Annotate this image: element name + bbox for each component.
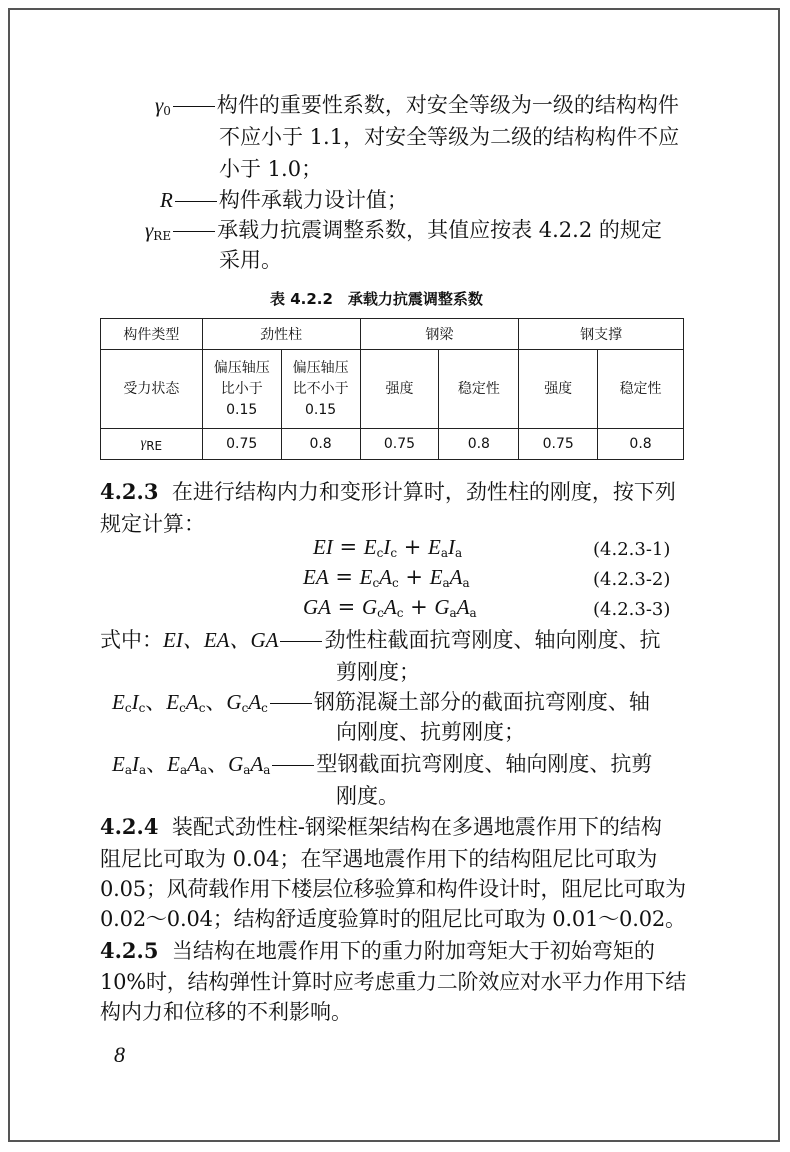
table-cell: $\gamma_{RE}$ — [101, 429, 203, 460]
def-gamma0-line2: 不应小于 1.1，对安全等级为二级的结构构件不应 — [219, 125, 680, 149]
table-cell: 稳定性 — [439, 350, 519, 429]
def-stiffness-concrete: $E_cI_c$、$E_cA_c$、$G_cA_c$ 钢筋混凝土部分的截面抗弯刚度、轴 — [112, 690, 650, 715]
equation-number: (4.2.3-2) — [593, 569, 671, 590]
def-gamma0: $\gamma_0$ 构件的重要性系数，对安全等级为一级的结构构件 — [155, 93, 679, 118]
table-cell: 受力状态 — [101, 350, 203, 429]
table-header-row — [101, 319, 684, 350]
header-cell: 构件类型 — [101, 319, 203, 350]
page-number: 8 — [114, 1042, 125, 1067]
section-4-2-3-line2: 规定计算： — [100, 512, 205, 536]
em-dash — [270, 703, 312, 704]
em-dash — [173, 106, 215, 107]
def-stiffness-concrete-line2: 向刚度、抗剪刚度； — [336, 720, 525, 744]
em-dash — [272, 765, 314, 766]
resistance-coefficient-table — [100, 318, 684, 460]
section-4-2-4: 4.2.4 装配式劲性柱-钢梁框架结构在多遇地震作用下的结构 — [100, 814, 662, 839]
def-gamma0-line3: 小于 1.0； — [219, 157, 323, 181]
equation-2: EA = $E_cA_c + E_aA_a$ — [303, 565, 470, 590]
table-cell: 强度 — [519, 350, 598, 429]
equation-number: (4.2.3-3) — [593, 599, 671, 620]
table-cell: 稳定性 — [598, 350, 684, 429]
equation-number: (4.2.3-1) — [593, 539, 671, 560]
section-4-2-5: 4.2.5 当结构在地震作用下的重力附加弯矩大于初始弯矩的 — [100, 938, 655, 963]
def-stiffness-composite: 式中：EI、EA、GA 劲性柱截面抗弯刚度、轴向刚度、抗 — [100, 628, 661, 652]
section-4-2-4-line2: 阻尼比可取为 0.04；在罕遇地震作用下的结构阻尼比可取为 — [100, 847, 658, 871]
table-cell: 偏压轴压 比小于 0.15 — [202, 350, 281, 429]
table-cell: 0.8 — [439, 429, 519, 460]
em-dash — [280, 641, 322, 642]
em-dash — [173, 231, 215, 232]
table-cell: 0.75 — [360, 429, 439, 460]
table-cell: 偏压轴压 比不小于 0.15 — [281, 350, 360, 429]
table-row — [101, 350, 684, 429]
equation-3: GA = $G_cA_c + G_aA_a$ — [303, 595, 477, 620]
section-4-2-4-line3: 0.05；风荷载作用下楼层位移验算和构件设计时，阻尼比可取为 — [100, 877, 686, 901]
table-cell: 强度 — [360, 350, 439, 429]
def-gammaRE-line2: 采用。 — [219, 248, 282, 272]
em-dash — [175, 201, 217, 202]
table-row — [101, 429, 684, 460]
section-4-2-5-line2: 10%时，结构弹性计算时应考虑重力二阶效应对水平力作用下结 — [100, 970, 687, 994]
table-cell: 0.75 — [519, 429, 598, 460]
def-gammaRE: $\gamma_{RE}$ 承载力抗震调整系数，其值应按表 4.2.2 的规定 — [145, 218, 662, 243]
def-stiffness-composite-line2: 剪刚度； — [336, 660, 420, 684]
table-cell: 0.75 — [202, 429, 281, 460]
table-cell: 0.8 — [281, 429, 360, 460]
def-stiffness-steel: $E_aI_a$、$E_aA_a$、$G_aA_a$ 型钢截面抗弯刚度、轴向刚度、抗剪 — [112, 752, 653, 777]
section-4-2-3: 4.2.3 在进行结构内力和变形计算时，劲性柱的刚度，按下列 — [100, 479, 676, 504]
equation-1: EI = $E_cI_c + E_aI_a$ — [313, 535, 463, 560]
header-cell: 钢梁 — [360, 319, 519, 350]
section-4-2-4-line4: 0.02～0.04；结构舒适度验算时的阻尼比可取为 0.01～0.02。 — [100, 907, 686, 931]
header-cell: 钢支撑 — [519, 319, 684, 350]
header-cell: 劲性柱 — [202, 319, 360, 350]
section-4-2-5-line3: 构内力和位移的不利影响。 — [100, 1000, 352, 1024]
table-caption: 表 4.2.2 承载力抗震调整系数 — [270, 290, 483, 308]
def-stiffness-steel-line2: 刚度。 — [336, 784, 399, 808]
table-cell: 0.8 — [598, 429, 684, 460]
def-R: R 构件承载力设计值； — [160, 188, 408, 212]
